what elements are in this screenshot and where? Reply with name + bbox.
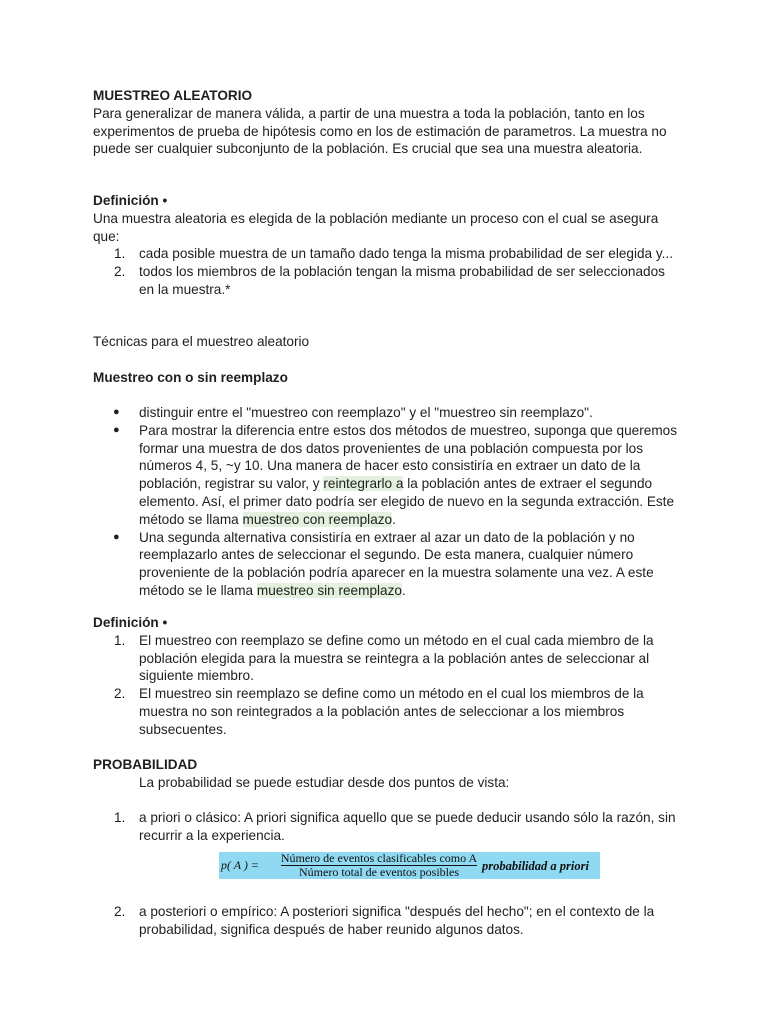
list-item [93, 685, 683, 738]
section-probabilidad [93, 756, 683, 792]
paragraph-tecnicas: Técnicas para el muestreo aleatorio [93, 334, 310, 349]
heading-definicion-2: Definición • [93, 615, 168, 630]
bullet-item [93, 422, 683, 529]
section-definicion-1 [93, 192, 683, 299]
bullet-text: Para mostrar la diferencia entre estos dos métodos de muestreo, suponga que queremos formar una muestra de dos datos provenientes de una población compuesta por los números 4, 5, ~y 10. Una manera de hacer esto consistiría en extraer un dato de la población, registrar su valor, y [139, 422, 678, 492]
list-probabilidad-2 [93, 903, 683, 939]
list-definicion-1 [93, 245, 683, 298]
bullet-text: la población antes de extraer el segundo elemento. Así, el primer dato podría ser elegido de nuevo en la segunda extracción. Este método se llama [139, 476, 675, 527]
bullet-text: . [401, 582, 406, 598]
list-definicion-2 [93, 632, 683, 739]
list-number: 1. [114, 810, 126, 825]
bullet-text: distinguir entre el "muestreo con reemplazo" y el "muestreo sin reemplazo". [139, 405, 593, 420]
highlight-muestreo-con-reemplazo: muestreo con reemplazo [242, 511, 393, 527]
section-definicion-2 [93, 614, 683, 739]
bullet-item [93, 404, 683, 422]
section-reemplazo [93, 369, 683, 387]
paragraph-definicion-1: Una muestra aleatoria es elegida de la población mediante un proceso con el cual se asegura que: [93, 210, 659, 244]
section-muestreo-aleatorio [93, 87, 683, 158]
bullet-text: Una segunda alternativa consistiría en extraer al azar un dato de la población y no reemplazarlo antes de seleccionar el segundo. De esta manera, cualquier número proveniente de la población podría aparecer en la muestra solamente una vez. A este método se le llama [139, 529, 654, 598]
section-tecnicas [93, 333, 683, 351]
section-probabilidad-item-1 [93, 809, 683, 845]
list-item [93, 809, 683, 845]
heading-probabilidad: PROBABILIDAD [93, 757, 198, 772]
bullet-icon: ● [113, 423, 120, 436]
section-probabilidad-item-2 [93, 903, 683, 939]
list-number: 1. [114, 246, 126, 262]
list-number: 2. [114, 904, 126, 919]
paragraph-intro: Para generalizar de manera válida, a partir de una muestra a toda la población, tanto en los experimentos de prueba de hipótesis como en los de estimación de parametros. La muestra no puede ser cualquier subconjunto de la población. Es crucial que sea una muestra aleatoria. [93, 105, 667, 157]
formula-lhs: p( A ) = [221, 858, 259, 872]
list-item [93, 245, 683, 263]
list-item-text: El muestreo sin reemplazo se define como un método en el cual los miembros de la muestra no son reintegrados a la población antes de seleccionar a los miembros subsecuentes. [139, 686, 644, 737]
list-item [93, 263, 683, 299]
list-probabilidad-1 [93, 809, 683, 845]
list-item-text: cada posible muestra de un tamaño dado tenga la misma probabilidad de ser elegida y... [139, 246, 674, 262]
bullet-icon: ● [113, 406, 120, 418]
highlight-reintegrarlo: reintegrarlo a [323, 476, 404, 492]
highlight-muestreo-sin-reemplazo: muestreo sin reemplazo [256, 582, 402, 598]
list-item-text: todos los miembros de la población tengan la misma probabilidad de ser seleccionados en la muestra.* [139, 264, 665, 297]
list-item [93, 903, 683, 939]
list-number: 1. [114, 632, 126, 648]
bullet-item [93, 529, 683, 600]
formula-fraction [279, 852, 479, 879]
heading-definicion-1: Definición • [93, 193, 168, 208]
list-item-text: El muestreo con reemplazo se define como un método en el cual cada miembro de la población elegida para la muestra se reintegra a la población antes de seleccionar al siguiente miembro. [139, 632, 654, 684]
section-reemplazo-bullets [93, 404, 683, 600]
formula-denominator: Número total de eventos posibles [299, 865, 459, 879]
list-item-text: a posteriori o empírico: A posteriori significa "después del hecho"; en el contexto de la probabilidad, significa después de haber reunido algunos datos. [139, 904, 655, 937]
formula-probabilidad-a-priori [219, 852, 600, 879]
paragraph-probabilidad-intro: La probabilidad se puede estudiar desde dos puntos de vista: [139, 774, 510, 790]
formula-label: probabilidad a priori [482, 859, 589, 873]
bullet-icon: ● [113, 530, 120, 543]
heading-muestreo-aleatorio: MUESTREO ALEATORIO [93, 88, 253, 103]
formula-numerator: Número de eventos clasificables como A [280, 851, 478, 865]
bullet-list-reemplazo [93, 404, 683, 600]
list-item-text: a priori o clásico: A priori significa aquello que se puede deducir usando sólo la razón, sin recurrir a la experiencia. [139, 810, 676, 843]
list-number: 2. [114, 686, 126, 702]
list-number: 2. [114, 264, 126, 280]
bullet-text: . [392, 511, 396, 527]
heading-reemplazo: Muestreo con o sin reemplazo [93, 370, 288, 385]
list-item [93, 632, 683, 685]
